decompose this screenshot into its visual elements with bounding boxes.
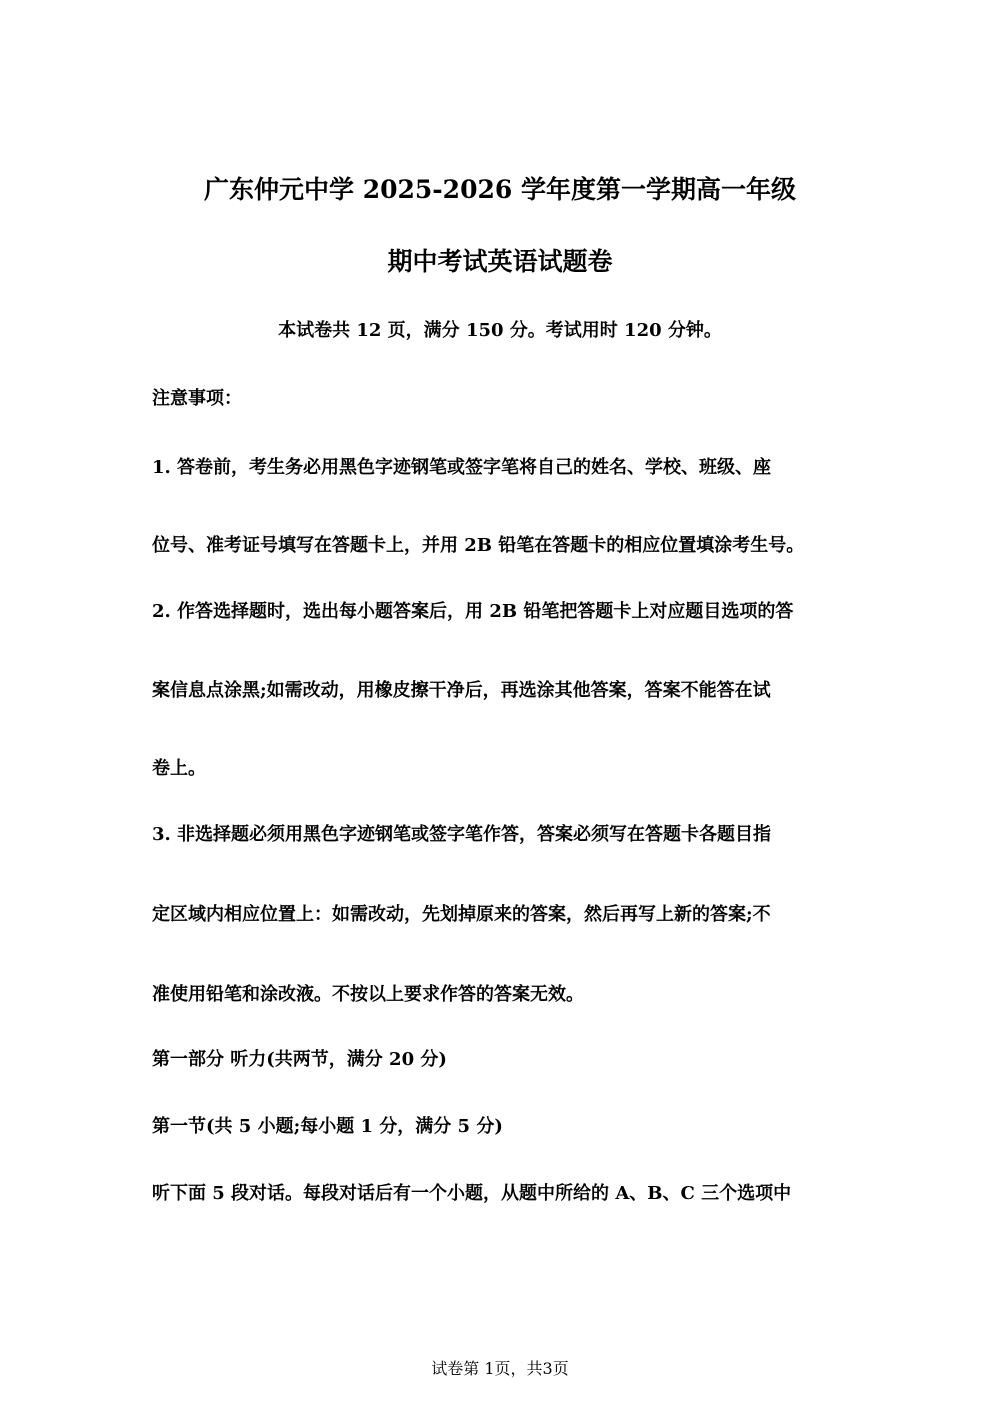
notice-line: 位号、准考证号填写在答题卡上，并用 2B 铅笔在答题卡的相应位置填涂考生号。 (152, 535, 805, 556)
exam-title-line1: 广东仲元中学 2025-2026 学年度第一学期高一年级 (204, 175, 796, 204)
page-footer: 试卷第 1页，共3页 (431, 1359, 569, 1378)
notice-line: 案信息点涂黑;如需改动，用橡皮擦干净后，再选涂其他答案，答案不能答在试 (152, 680, 771, 701)
notice-line: 2. 作答选择题时，选出每小题答案后，用 2B 铅笔把答题卡上对应题目选项的答 (152, 601, 794, 622)
notice-line: 卷上。 (152, 758, 206, 779)
section1-instruction: 听下面 5 段对话。每段对话后有一个小题，从题中所给的 A、B、C 三个选项中 (152, 1183, 792, 1204)
part1-heading: 第一部分 听力(共两节，满分 20 分) (152, 1049, 447, 1070)
section1-heading: 第一节(共 5 小题;每小题 1 分，满分 5 分) (152, 1116, 503, 1137)
notice-heading: 注意事项： (152, 388, 242, 409)
exam-info: 本试卷共 12 页，满分 150 分。考试用时 120 分钟。 (278, 320, 722, 341)
notice-line: 1. 答卷前，考生务必用黑色字迹钢笔或签字笔将自己的姓名、学校、班级、座 (152, 457, 772, 478)
exam-title-line2: 期中考试英语试题卷 (387, 247, 613, 276)
notice-line: 准使用铅笔和涂改液。不按以上要求作答的答案无效。 (152, 984, 584, 1005)
notice-line: 3. 非选择题必须用黑色字迹钢笔或签字笔作答，答案必须写在答题卡各题目指 (152, 824, 772, 845)
notice-line: 定区域内相应位置上：如需改动，先划掉原来的答案，然后再写上新的答案;不 (152, 904, 771, 925)
